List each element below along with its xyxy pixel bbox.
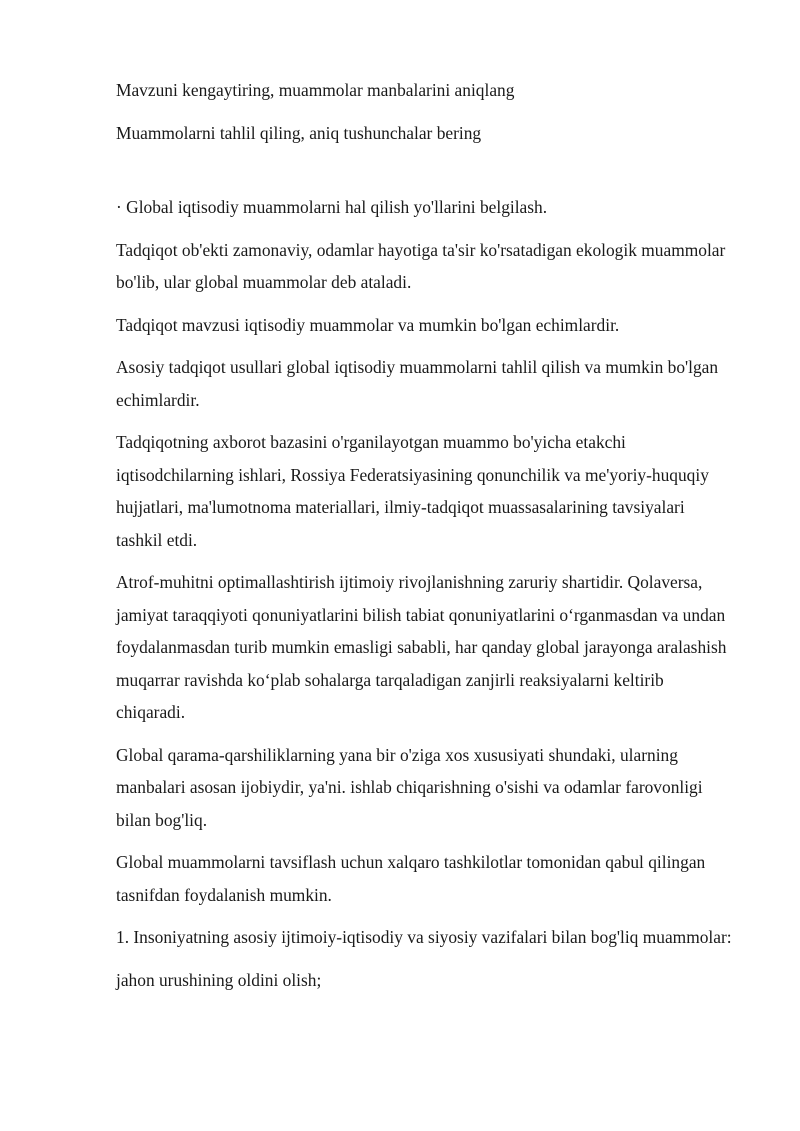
paragraph: Tadqiqot mavzusi iqtisodiy muammolar va mumkin bo'lgan echimlardir. — [116, 314, 620, 335]
paragraph: Tadqiqot ob'ekti zamonaviy, odamlar hayotiga ta'sir ko'rsatadigan ekologik muammolar bo'lib, ular global muammolar deb ataladi. — [116, 239, 726, 292]
paragraph: · Global iqtisodiy muammolarni hal qilish yo'llarini belgilash. — [116, 197, 548, 217]
paragraph: Global qarama-qarshiliklarning yana bir o'ziga xos xususiyati shundaki, ularning manbalari asosan ijobiydir, ya'ni. ishlab chiqarishning o'sishi va odamlar farovonligi bilan bog'liq. — [116, 744, 703, 830]
paragraph: Atrof-muhitni optimallashtirish ijtimoiy rivojlanishning zaruriy shartidir. Qolaversa, jamiyat taraqqiyoti qonuniyatlarini bilish tabiat qonuniyatlarini o‘rganmasdan va undan foydalanmasdan turib mumkin emasligi sababli, har qanday global jarayonga aralashish muqarrar ravishda ko‘plab sohalarga tarqaladigan zanjirli reaksiyalarni keltirib chiqaradi. — [116, 572, 727, 722]
paragraph: Global muammolarni tavsiflash uchun xalqaro tashkilotlar tomonidan qabul qilingan tasnifdan foydalanish mumkin. — [116, 852, 706, 905]
paragraph: Tadqiqotning axborot bazasini o'rganilayotgan muammo bo'yicha etakchi iqtisodchilarning ishlari, Rossiya Federatsiyasining qonunchilik va me'yoriy-huquqiy hujjatlari, ma'lumotnoma materiallari, ilmiy-tadqiqot muassasalarining tavsiyalari tashkil etdi. — [116, 432, 709, 550]
document-body — [116, 74, 734, 1006]
paragraph: jahon urushining oldini olish; — [116, 969, 322, 990]
blank-line — [116, 159, 734, 191]
paragraph: 1. Insoniyatning asosiy ijtimoiy-iqtisodiy va siyosiy vazifalari bilan bog'liq muammolar: — [116, 927, 732, 947]
paragraph: Mavzuni kengaytiring, muammolar manbalarini aniqlang — [116, 80, 515, 100]
paragraph: Muammolarni tahlil qiling, aniq tushunchalar bering — [116, 122, 482, 143]
paragraph: Asosiy tadqiqot usullari global iqtisodiy muammolarni tahlil qilish va mumkin bo'lgan echimlardir. — [116, 357, 719, 410]
